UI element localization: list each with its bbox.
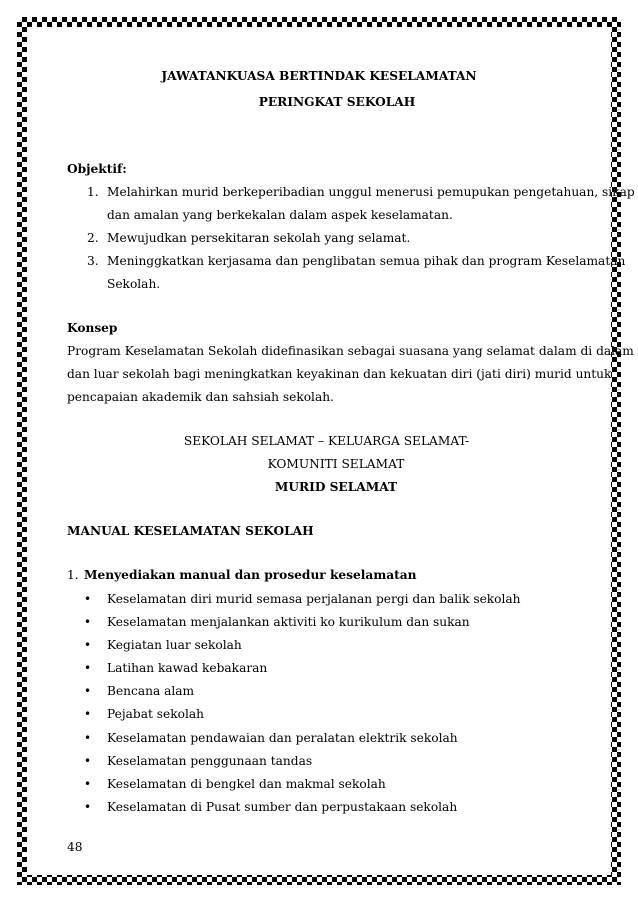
objektif-num-2: 2.	[87, 231, 99, 245]
motto-line-1: SEKOLAH SELAMAT – KELUARGA SELAMAT-	[183, 434, 470, 448]
list-item: • Keselamatan menjalankan aktiviti ko kurikulum dan sukan	[107, 615, 470, 630]
objektif-item-3-line-1: Meninggkatkan kerjasama dan penglibatan semua pihak dan program Keselamatan	[107, 254, 626, 268]
list-item: • Kegiatan luar sekolah	[107, 638, 242, 653]
konsep-heading: Konsep	[67, 321, 118, 335]
objektif-heading: Objektif:	[67, 162, 127, 176]
objektif-num-1: 1.	[87, 185, 99, 199]
objektif-num-3: 3.	[87, 254, 99, 268]
page-number: 48	[67, 840, 83, 854]
objektif-item-1-line-2: dan amalan yang berkekalan dalam aspek keselamatan.	[107, 208, 453, 222]
konsep-line-1: Program Keselamatan Sekolah didefinasikan sebagai suasana yang selamat dalam di dalam	[67, 344, 634, 358]
list-item: • Pejabat sekolah	[107, 707, 204, 722]
objektif-item-1-line-1: Melahirkan murid berkeperibadian unggul menerusi pemupukan pengetahuan, sikap	[107, 185, 635, 199]
section-1-number: 1.	[67, 568, 79, 582]
title-line-1: JAWATANKUASA BERTINDAK KESELAMATAN	[161, 69, 477, 83]
list-item: • Keselamatan diri murid semasa perjalanan pergi dan balik sekolah	[107, 592, 521, 607]
list-item: • Keselamatan penggunaan tandas	[107, 754, 312, 769]
objektif-item-2-line-1: Mewujudkan persekitaran sekolah yang selamat.	[107, 231, 411, 245]
list-item: • Keselamatan pendawaian dan peralatan elektrik sekolah	[107, 731, 458, 746]
list-item: • Latihan kawad kebakaran	[107, 661, 267, 676]
konsep-line-3: pencapaian akademik dan sahsiah sekolah.	[67, 390, 334, 404]
list-item: • Keselamatan di Pusat sumber dan perpustakaan sekolah	[107, 800, 457, 815]
motto-line-2: KOMUNITI SELAMAT	[267, 457, 405, 471]
list-item: • Bencana alam	[107, 684, 194, 699]
motto-line-3: MURID SELAMAT	[274, 480, 398, 494]
list-item: • Keselamatan di bengkel dan makmal sekolah	[107, 777, 386, 792]
section-1-title: Menyediakan manual dan prosedur keselamatan	[84, 568, 417, 582]
manual-heading: MANUAL KESELAMATAN SEKOLAH	[67, 524, 314, 538]
title-line-2: PERINGKAT SEKOLAH	[258, 95, 416, 109]
objektif-item-3-line-2: Sekolah.	[107, 277, 161, 291]
konsep-line-2: dan luar sekolah bagi meningkatkan keyakinan dan kekuatan diri (jati diri) murid untuk	[67, 367, 612, 381]
